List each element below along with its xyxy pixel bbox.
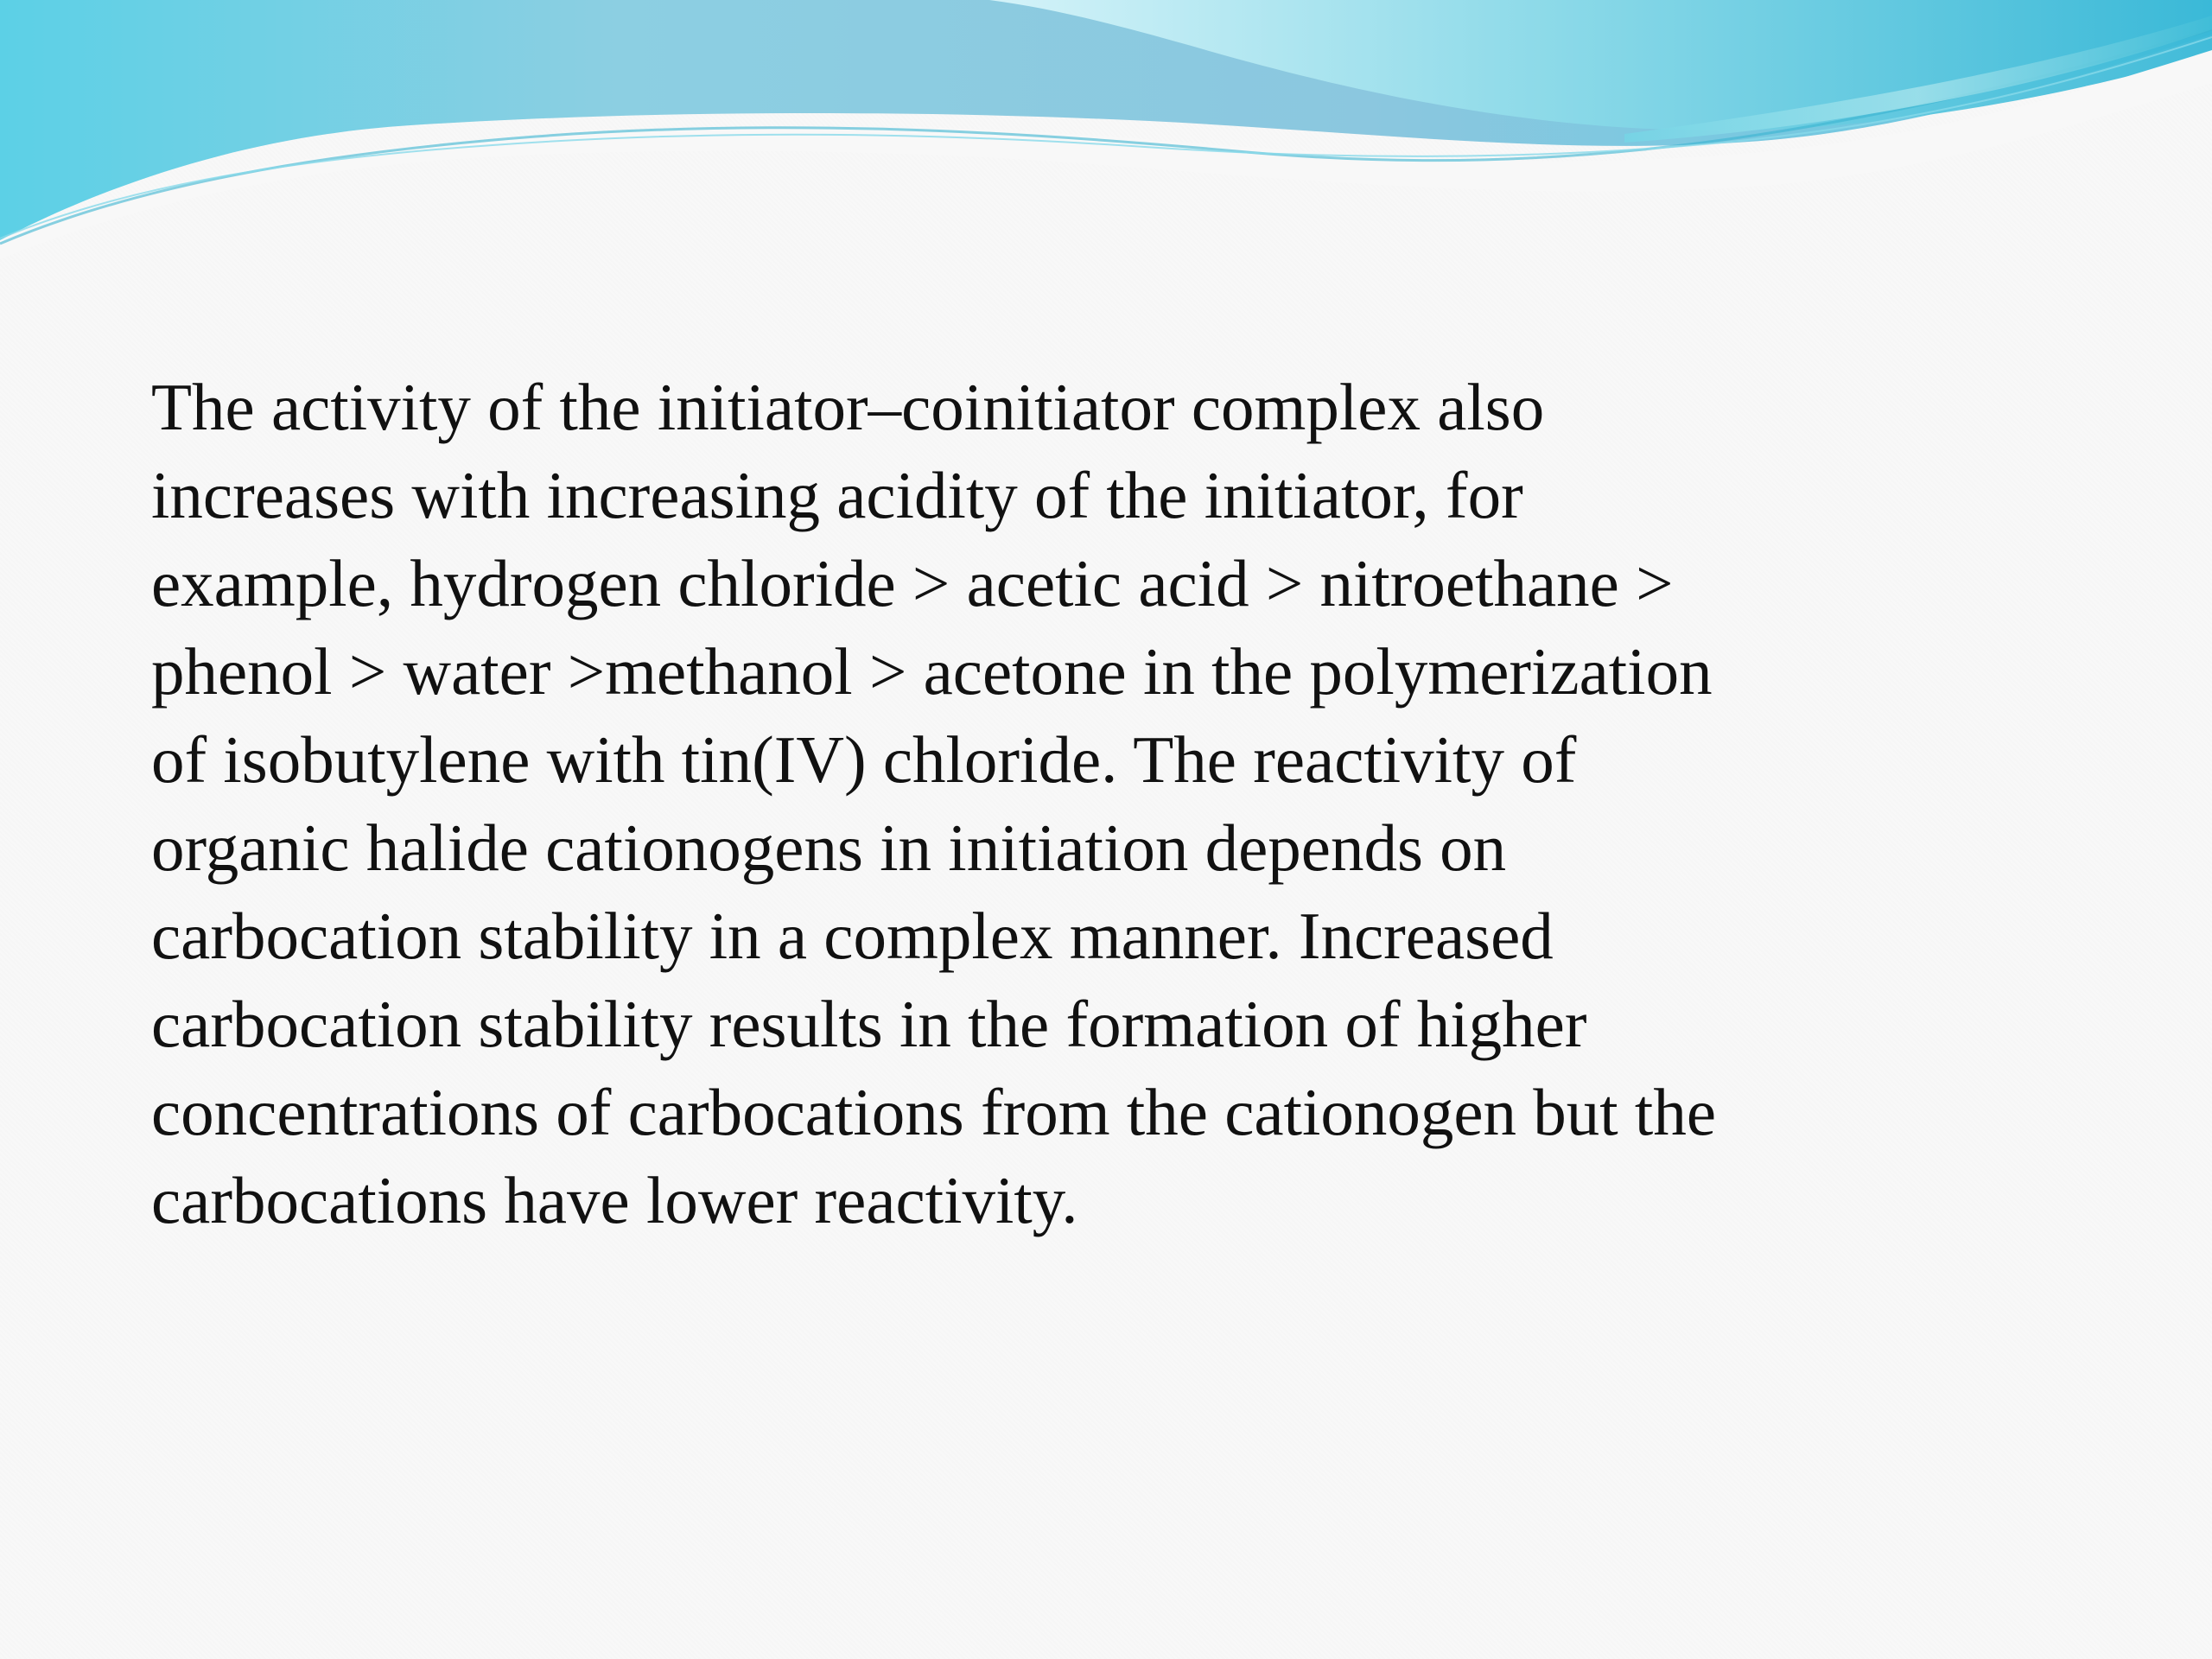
decorative-wave-header [0, 0, 2212, 259]
slide-body-text: The activity of the initiator–coinitiator complex also increases with increasing acidity of the initiator, for example, hydrogen chloride > acetic acid > nitroethane > phenol > water >methanol > acetone in the polymerization of isobutylene with tin(IV) chloride. The reactivity of organic halide cationogens in initiation depends on carbocation stability in a complex manner. Increased carbocation stability results in the formation of higher concentrations of carbocations from the cationogen but the carbocations have lower reactivity. [151, 370, 1717, 1237]
